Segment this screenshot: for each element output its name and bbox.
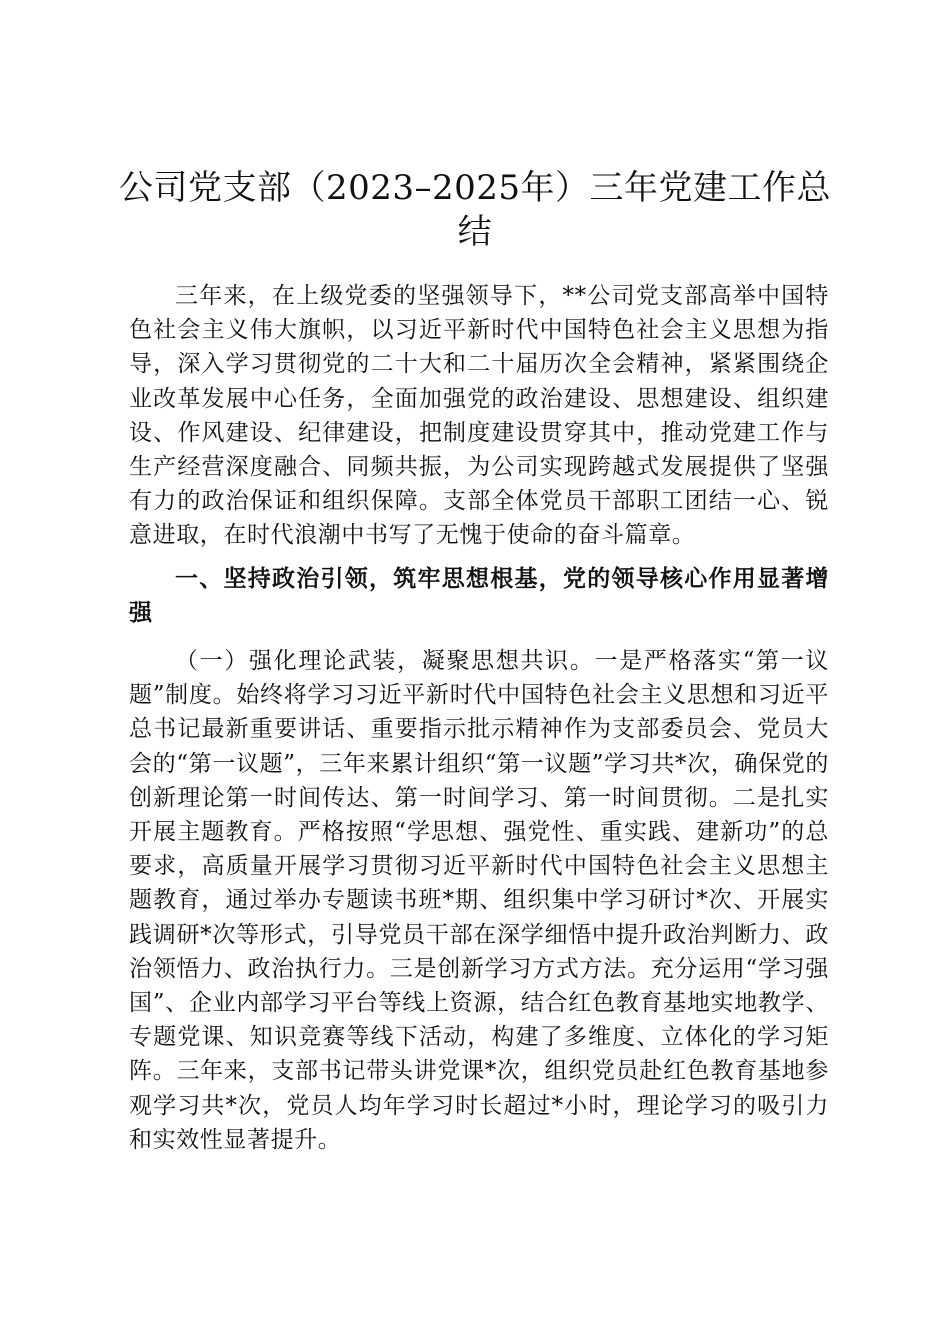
intro-paragraph: 三年来，在上级党委的坚强领导下，**公司党支部高举中国特色社会主义伟大旗帜，以习近平新时代中国特色社会主义思想为指导，深入学习贯彻党的二十大和二十届历次全会精神，紧紧围绕企业改革发展中心任务，全面加强党的政治建设、思想建设、组织建设、作风建设、纪律建设，把制度建设贯穿其中，推动党建工作与生产经营深度融合、同频共振，为公司实现跨越式发展提供了坚强有力的政治保证和组织保障。支部全体党员干部职工团结一心、锐意进取，在时代浪潮中书写了无愧于使命的奋斗篇章。 [129,283,829,549]
section-1-subsection-1-paragraph: （一）强化理论武装，凝聚思想共识。一是严格落实“第一议题”制度。始终将学习习近平新时代中国特色社会主义思想和习近平总书记最新重要讲话、重要指示批示精神作为支部委员会、党员大会的“第一议题”，三年来累计组织“第一议题”学习共*次，确保党的创新理论第一时间传达、第一时间学习、第一时间贯彻。二是扎实开展主题教育。严格按照“学思想、强党性、重实践、建新功”的总要求，高质量开展学习贯彻习近平新时代中国特色社会主义思想主题教育，通过举办专题读书班*期、组织集中学习研讨*次、开展实践调研*次等形式，引导党员干部在深学细悟中提升政治判断力、政治领悟力、政治执行力。三是创新学习方式方法。充分运用“学习强国”、企业内部学习平台等线上资源，结合红色教育基地实地教学、专题党课、知识竞赛等线下活动，构建了多维度、立体化的学习矩阵。三年来，支部书记带头讲党课*次，组织党员赴红色教育基地参观学习共*次，党员人均年学习时长超过*小时，理论学习的吸引力和实效性显著提升。 [129,648,829,1153]
document-title: 公司党支部（2023–2025年）三年党建工作总结 [118,168,832,252]
section-1-heading: 一、坚持政治引领，筑牢思想根基，党的领导核心作用显著增强 [129,566,829,627]
